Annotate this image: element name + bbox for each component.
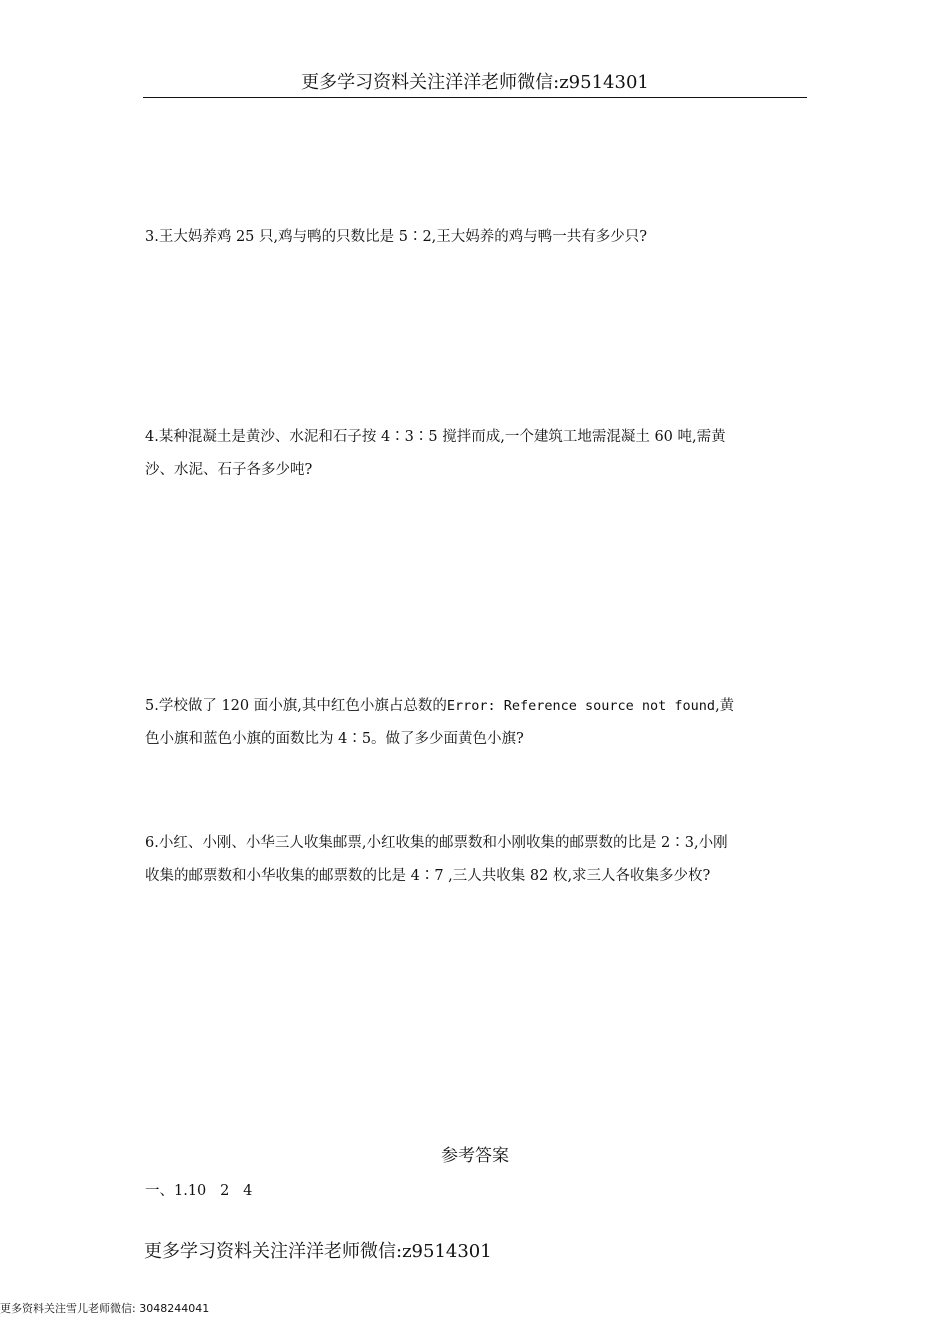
question-5-line-1-suffix: ,黄 <box>715 698 735 714</box>
question-6-line-1: 6.小红、小刚、小华三人收集邮票,小红收集的邮票数和小刚收集的邮票数的比是 2∶3,小刚 <box>145 835 728 851</box>
question-4-line-1: 4.某种混凝土是黄沙、水泥和石子按 4∶3∶5 搅拌而成,一个建筑工地需混凝土 60 吨,需黄 <box>145 429 726 445</box>
question-4-line-2: 沙、水泥、石子各多少吨? <box>145 462 313 478</box>
answers-title: 参考答案 <box>441 1146 509 1166</box>
answers-line: 一、1.10 2 4 <box>145 1183 253 1199</box>
reference-error-text: Error: Reference source not found <box>446 698 716 714</box>
question-4 <box>145 421 810 487</box>
question-3 <box>145 221 810 254</box>
watermark-text: 更多资料关注雪儿老师微信: 3048244041 <box>0 1302 210 1315</box>
question-6-line-2: 收集的邮票数和小华收集的邮票数的比是 4∶7 ,三人共收集 82 枚,求三人各收集多少枚? <box>145 868 711 884</box>
question-6 <box>145 827 810 893</box>
question-5 <box>145 690 810 756</box>
question-5-line-1 <box>145 690 810 723</box>
question-3-line-1: 3.王大妈养鸡 25 只,鸡与鸭的只数比是 5∶2,王大妈养的鸡与鸭一共有多少只? <box>145 229 648 245</box>
header-divider <box>143 97 807 98</box>
question-5-line-1-prefix: 5.学校做了 120 面小旗,其中红色小旗占总数的 <box>145 698 447 714</box>
footer-text: 更多学习资料关注洋洋老师微信:z9514301 <box>144 1241 492 1262</box>
header-text: 更多学习资料关注洋洋老师微信:z9514301 <box>301 72 649 93</box>
question-5-line-2: 色小旗和蓝色小旗的面数比为 4∶5。做了多少面黄色小旗? <box>145 731 524 747</box>
